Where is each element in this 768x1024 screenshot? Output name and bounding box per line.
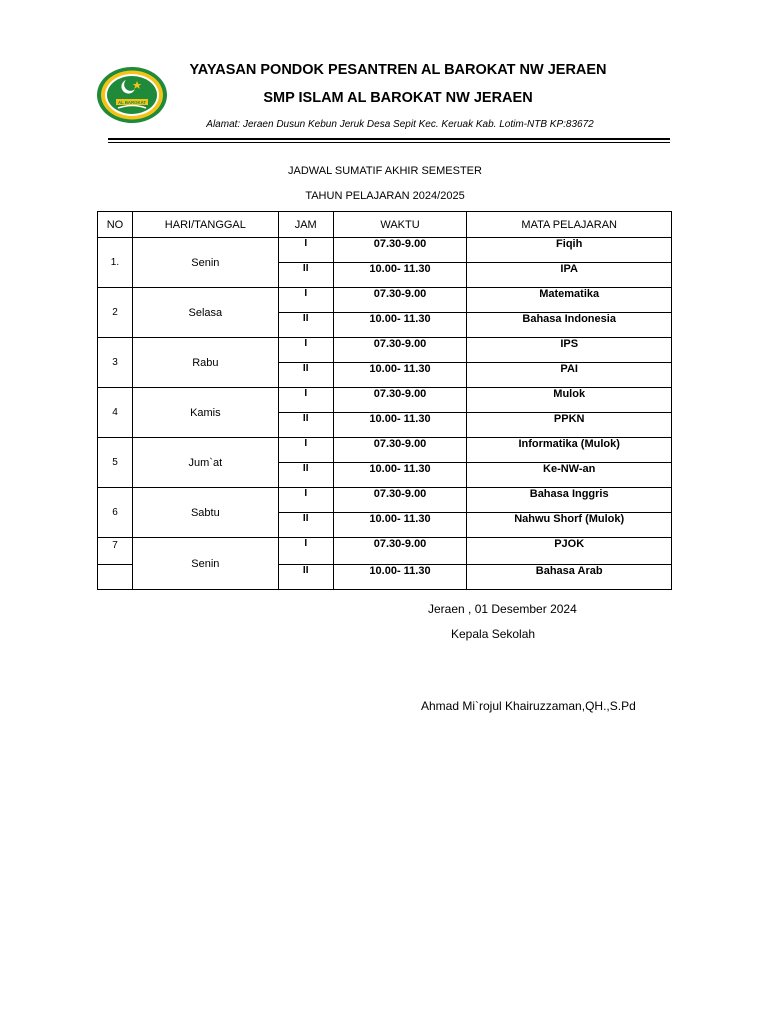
time-cell: 07.30-9.00	[333, 538, 467, 565]
subject-cell: Bahasa Arab	[467, 565, 672, 590]
time-cell: 07.30-9.00	[333, 488, 467, 513]
subject-cell: Mulok	[467, 388, 672, 413]
subject-cell: Bahasa Inggris	[467, 488, 672, 513]
day-cell: Sabtu	[132, 488, 278, 538]
subject-cell: Bahasa Indonesia	[467, 313, 672, 338]
school-address: Alamat: Jeraen Dusun Kebun Jeruk Desa Sepit Kec. Keruak Kab. Lotim-NTB KP:83672	[206, 119, 594, 130]
table-row	[98, 238, 672, 263]
row-number: 4	[98, 388, 133, 438]
table-row	[98, 388, 672, 413]
day-cell: Jum`at	[132, 438, 278, 488]
row-number: 7	[98, 538, 133, 565]
subject-cell: PAI	[467, 363, 672, 388]
time-cell: 10.00- 11.30	[333, 513, 467, 538]
table-row	[98, 438, 672, 463]
jam-cell: II	[278, 313, 333, 338]
jam-cell: I	[278, 438, 333, 463]
table-row	[98, 288, 672, 313]
time-cell: 07.30-9.00	[333, 338, 467, 363]
time-cell: 10.00- 11.30	[333, 263, 467, 288]
jam-cell: II	[278, 413, 333, 438]
day-cell: Rabu	[132, 338, 278, 388]
time-cell: 10.00- 11.30	[333, 413, 467, 438]
jam-cell: II	[278, 463, 333, 488]
table-header-row	[98, 212, 672, 238]
table-row	[98, 338, 672, 363]
day-cell: Senin	[132, 538, 278, 590]
logo-text: AL BAROKAT	[117, 100, 147, 105]
row-number: 3	[98, 338, 133, 388]
row-number: 6	[98, 488, 133, 538]
subject-cell: PJOK	[467, 538, 672, 565]
jam-cell: II	[278, 263, 333, 288]
school-name: SMP ISLAM AL BAROKAT NW JERAEN	[263, 90, 533, 106]
header-day: HARI/TANGGAL	[132, 212, 278, 238]
header-divider-thin	[108, 142, 670, 143]
subject-cell: Ke-NW-an	[467, 463, 672, 488]
time-cell: 10.00- 11.30	[333, 313, 467, 338]
signature-place-date: Jeraen , 01 Desember 2024	[428, 602, 577, 616]
jam-cell: I	[278, 538, 333, 565]
header-waktu: WAKTU	[333, 212, 467, 238]
jam-cell: I	[278, 338, 333, 363]
time-cell: 07.30-9.00	[333, 288, 467, 313]
exam-schedule-table	[97, 211, 672, 590]
day-cell: Senin	[132, 238, 278, 288]
table-row	[98, 488, 672, 513]
subject-cell: Fiqih	[467, 238, 672, 263]
time-cell: 10.00- 11.30	[333, 565, 467, 590]
subject-cell: PPKN	[467, 413, 672, 438]
time-cell: 07.30-9.00	[333, 238, 467, 263]
row-number: 1.	[98, 238, 133, 288]
jam-cell: II	[278, 565, 333, 590]
jam-cell: I	[278, 238, 333, 263]
document-title: JADWAL SUMATIF AKHIR SEMESTER	[288, 165, 482, 177]
header-jam: JAM	[278, 212, 333, 238]
foundation-name: YAYASAN PONDOK PESANTREN AL BAROKAT NW JERAEN	[189, 62, 607, 78]
time-cell: 10.00- 11.30	[333, 463, 467, 488]
academic-year: TAHUN PELAJARAN 2024/2025	[305, 190, 465, 202]
jam-cell: I	[278, 388, 333, 413]
signature-role: Kepala Sekolah	[451, 627, 536, 641]
signature-name: Ahmad Mi`rojul Khairuzzaman,QH.,S.Pd	[421, 699, 636, 713]
subject-cell: Matematika	[467, 288, 672, 313]
jam-cell: II	[278, 513, 333, 538]
time-cell: 07.30-9.00	[333, 438, 467, 463]
row-number-empty	[98, 565, 133, 590]
jam-cell: II	[278, 363, 333, 388]
time-cell: 07.30-9.00	[333, 388, 467, 413]
time-cell: 10.00- 11.30	[333, 363, 467, 388]
jam-cell: I	[278, 488, 333, 513]
subject-cell: Informatika (Mulok)	[467, 438, 672, 463]
subject-cell: Nahwu Shorf (Mulok)	[467, 513, 672, 538]
row-number: 5	[98, 438, 133, 488]
header-no: NO	[98, 212, 133, 238]
subject-cell: IPS	[467, 338, 672, 363]
table-row	[98, 538, 672, 565]
jam-cell: I	[278, 288, 333, 313]
subject-cell: IPA	[467, 263, 672, 288]
day-cell: Kamis	[132, 388, 278, 438]
day-cell: Selasa	[132, 288, 278, 338]
row-number: 2	[98, 288, 133, 338]
header-divider-thick	[108, 138, 670, 140]
header-mapel: MATA PELAJARAN	[467, 212, 672, 238]
